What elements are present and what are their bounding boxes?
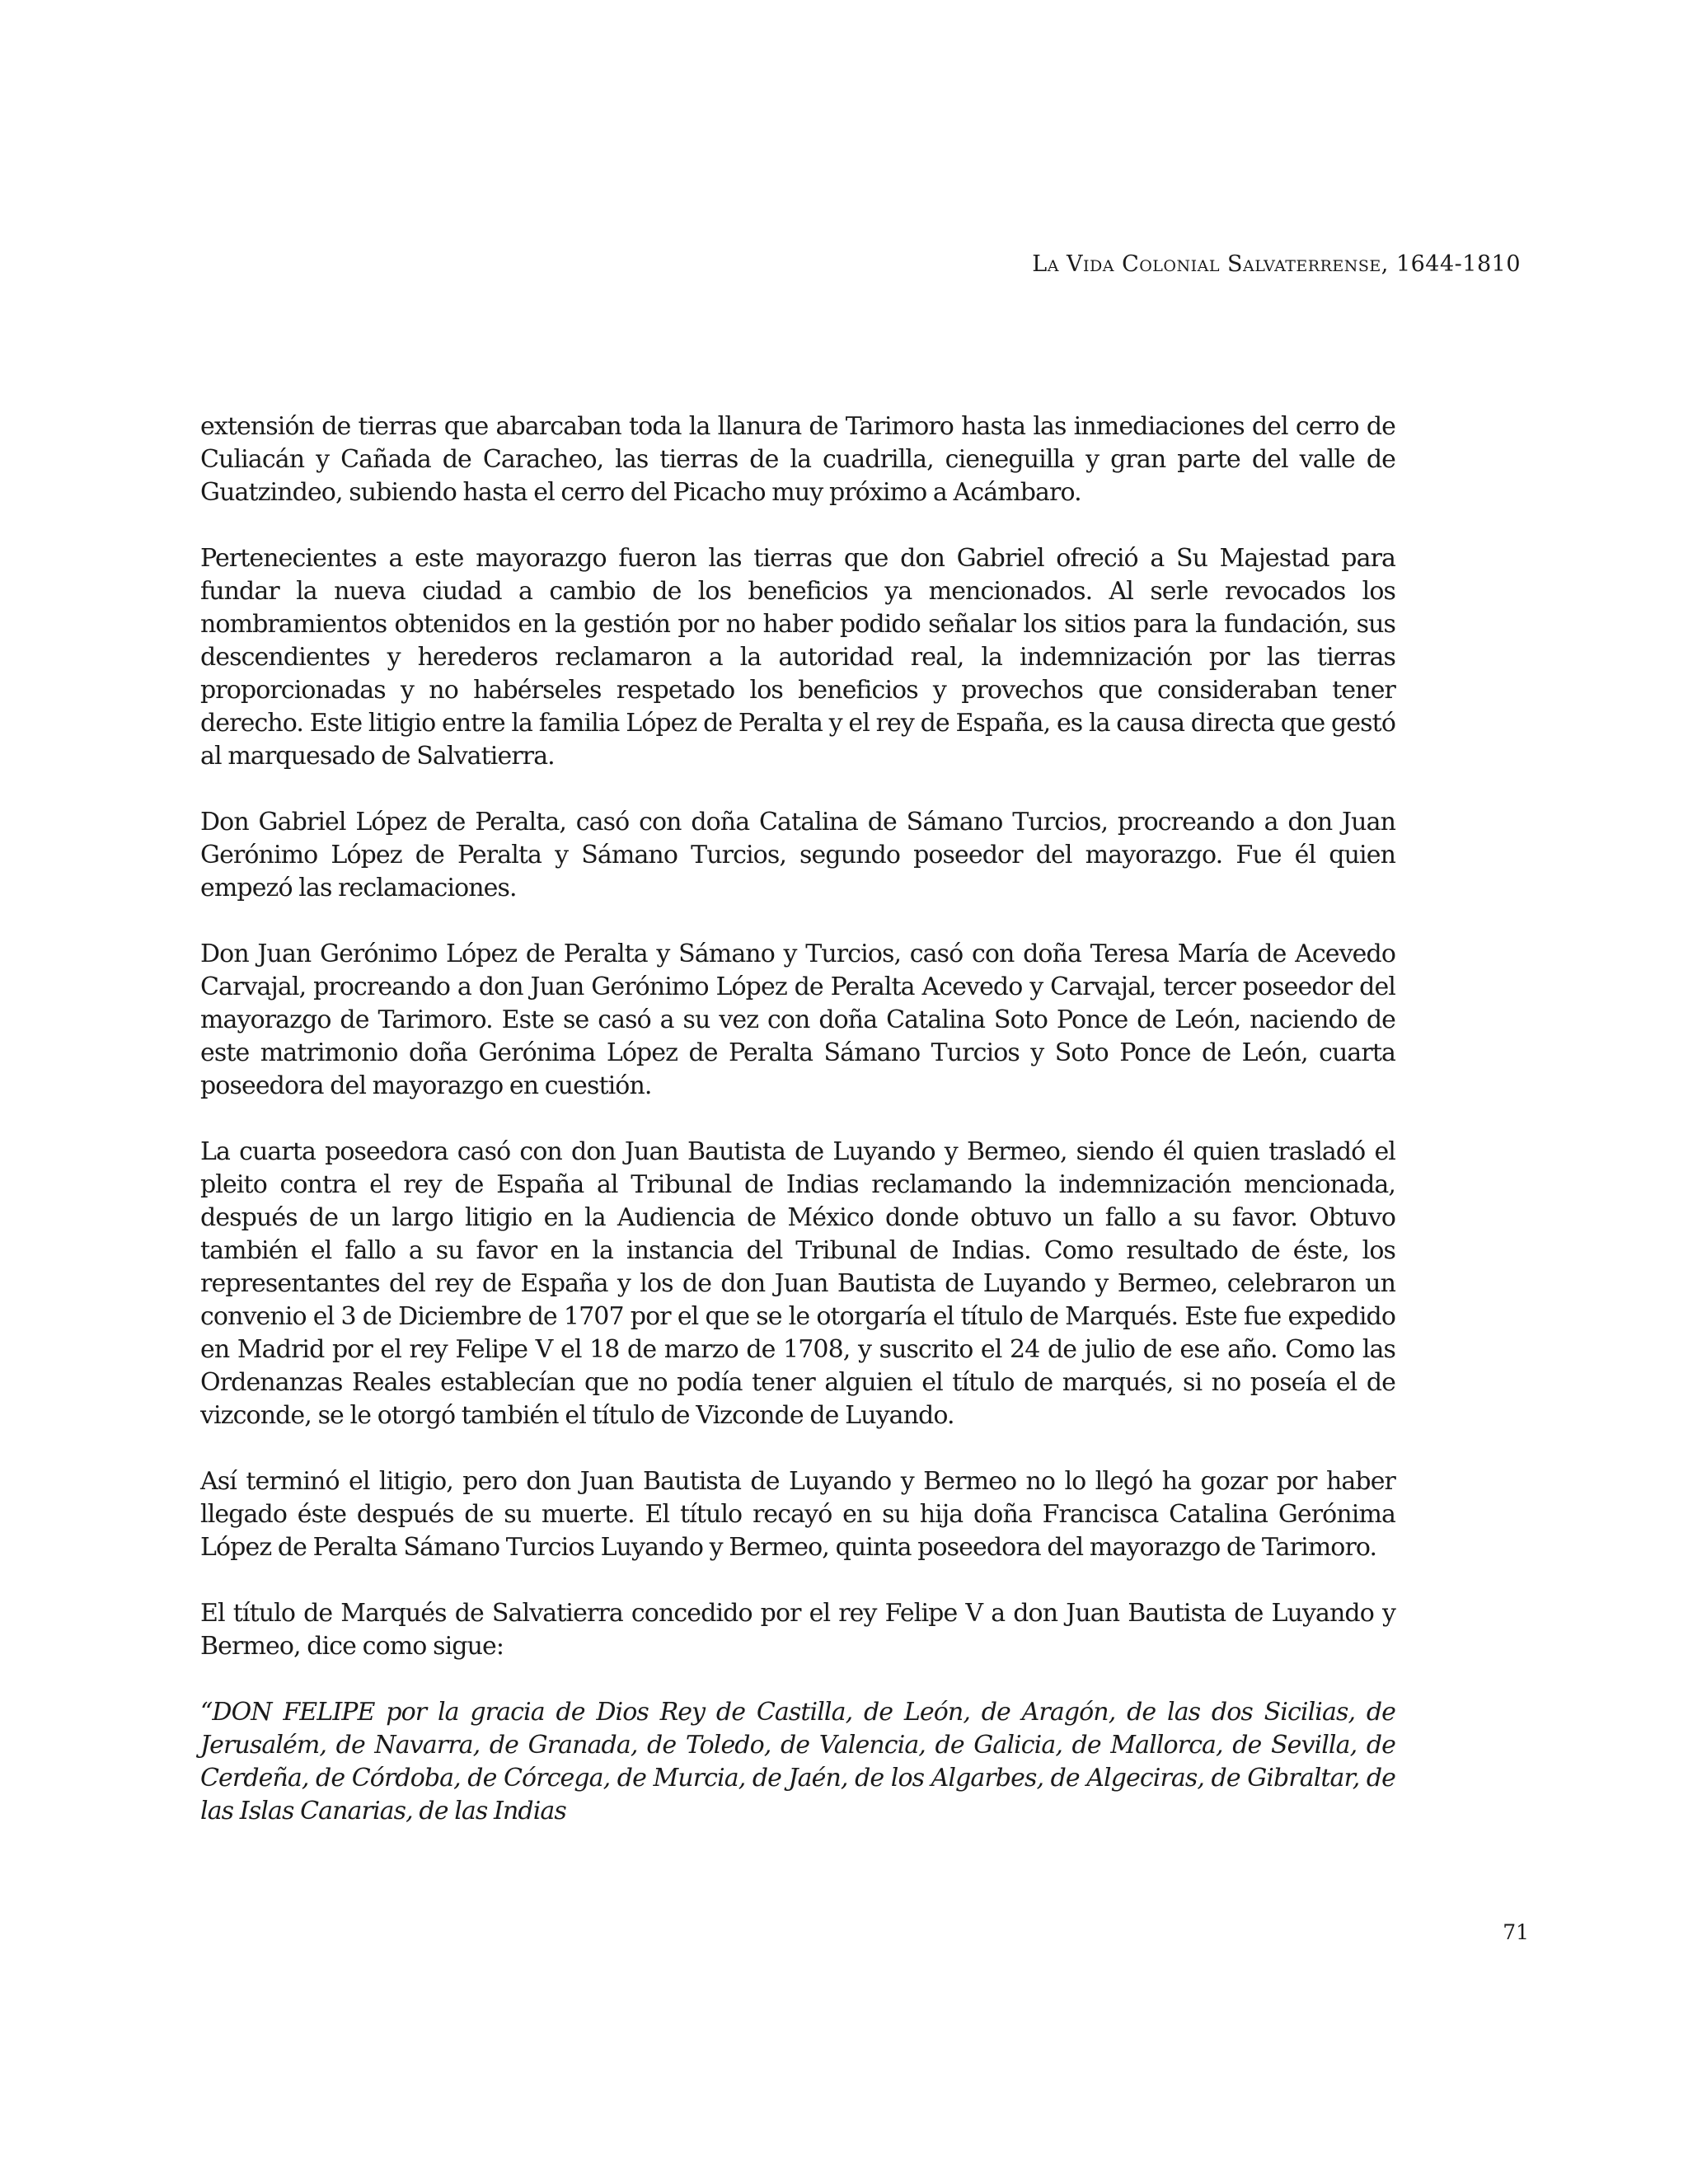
body-text xyxy=(200,410,1395,1828)
paragraph-2: Pertenecientes a este mayorazgo fueron las tierras que don Gabriel ofreció a Su Majestad para fundar la nueva ciudad a cambio de los beneficios ya mencionados. Al serle revocados los nombramientos obtenidos en la gestión por no haber podido señalar los sitios para la fundación, sus descendientes y herederos reclamaron a la autoridad real, la indemnización por las tierras proporcionadas y no habérseles respetado los beneficios y provechos que consideraban tener derecho. Este litigio entre la familia López de Peralta y el rey de España, es la causa directa que gestó al marquesado de Salvatierra. xyxy=(200,544,1395,771)
paragraph-6: Así terminó el litigio, pero don Juan Bautista de Luyando y Bermeo no lo llegó ha gozar por haber llegado éste después de su muerte. El título recayó en su hija doña Francisca Catalina Gerónima López de Peralta Sámano Turcios Luyando y Bermeo, quinta poseedora del mayorazgo de Tarimoro. xyxy=(200,1467,1395,1562)
paragraph-4: Don Juan Gerónimo López de Peralta y Sámano y Turcios, casó con doña Teresa María de Acevedo Carvajal, procreando a don Juan Gerónimo López de Peralta Acevedo y Carvajal, tercer poseedor del mayorazgo de Tarimoro. Este se casó a su vez con doña Catalina Soto Ponce de León, naciendo de este matrimonio doña Gerónima López de Peralta Sámano Turcios y Soto Ponce de León, cuarta poseedora del mayorazgo en cuestión. xyxy=(200,940,1395,1100)
paragraph-5: La cuarta poseedora casó con don Juan Bautista de Luyando y Bermeo, siendo él quien trasladó el pleito contra el rey de España al Tribunal de Indias reclamando la indemnización mencionada, después de un largo litigio en la Audiencia de México donde obtuvo un fallo a su favor. Obtuvo también el fallo a su favor en la instancia del Tribunal de Indias. Como resultado de éste, los representantes del rey de España y los de don Juan Bautista de Luyando y Bermeo, celebraron un convenio el 3 de Diciembre de 1707 por el que se le otorgaría el título de Marqués. Este fue expedido en Madrid por el rey Felipe V el 18 de marzo de 1708, y suscrito el 24 de julio de ese año. Como las Ordenanzas Reales establecían que no podía tener alguien el título de marqués, si no poseía el de vizconde, se le otorgó también el título de Vizconde de Luyando. xyxy=(200,1137,1395,1430)
running-header: La Vida Colonial Salvaterrense, 1644-1810 xyxy=(1032,251,1521,277)
page-number: 71 xyxy=(1503,1920,1529,1944)
quoted-title-text: “DON FELIPE por la gracia de Dios Rey de Castilla, de León, de Aragón, de las dos Sicilias, de Jerusalém, de Navarra, de Granada, de Toledo, de Valencia, de Galicia, de Mallorca, de Sevilla, de Cerdeña, de Córdoba, de Córcega, de Murcia, de Jaén, de los Algarbes, de Algeciras, de Gibraltar, de las Islas Canarias, de las Indias xyxy=(200,1698,1395,1825)
paragraph-3: Don Gabriel López de Peralta, casó con doña Catalina de Sámano Turcios, procreando a don Juan Gerónimo López de Peralta y Sámano Turcios, segundo poseedor del mayorazgo. Fue él quien empezó las reclamaciones. xyxy=(200,808,1395,902)
paragraph-7: El título de Marqués de Salvatierra concedido por el rey Felipe V a don Juan Bautista de Luyando y Bermeo, dice como sigue: xyxy=(200,1599,1395,1661)
paragraph-1: extensión de tierras que abarcaban toda la llanura de Tarimoro hasta las inmediaciones del cerro de Culiacán y Cañada de Caracheo, las tierras de la cuadrilla, cieneguilla y gran parte del valle de Guatzindeo, subiendo hasta el cerro del Picacho muy próximo a Acámbaro. xyxy=(200,412,1395,507)
